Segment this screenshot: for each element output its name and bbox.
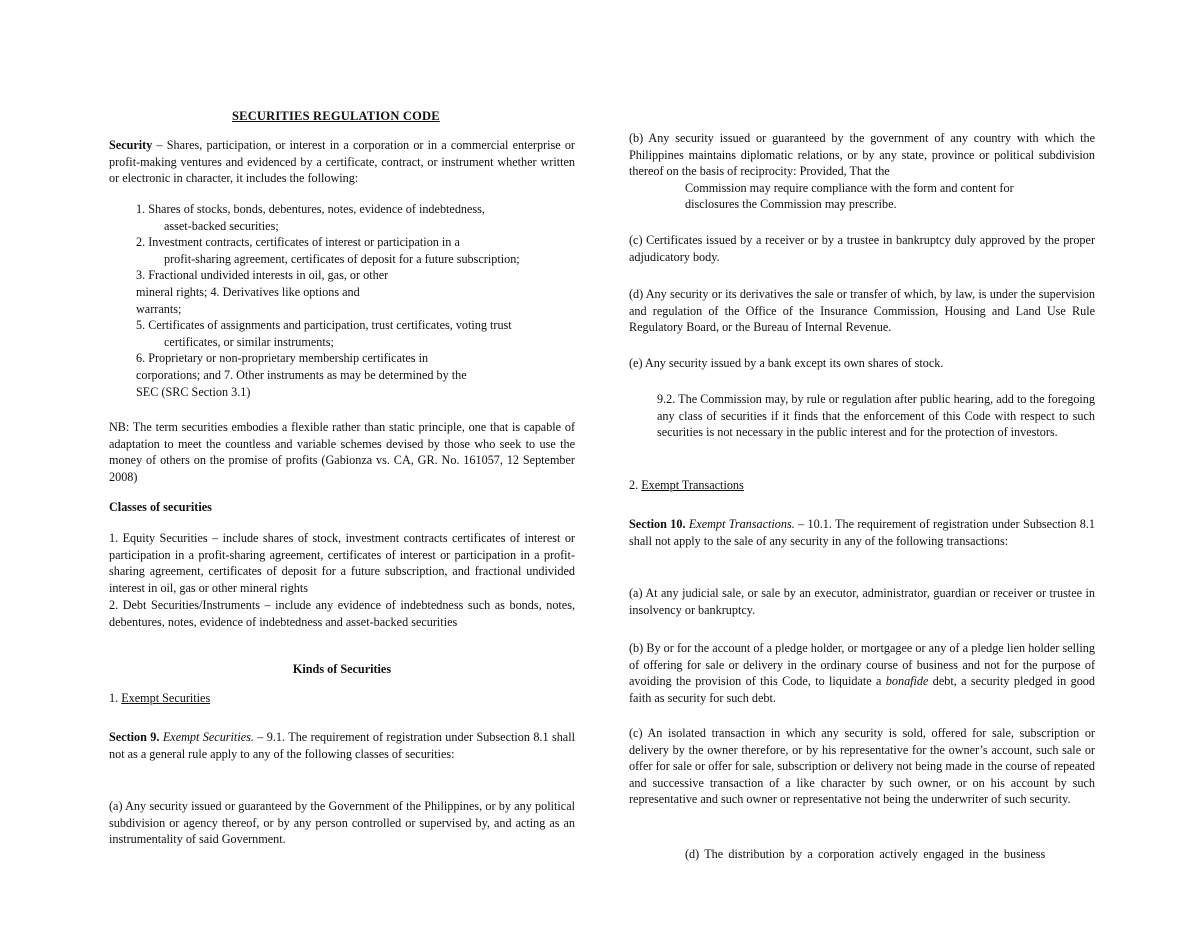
document-title: SECURITIES REGULATION CODE xyxy=(232,109,440,123)
list-item: 5. Certificates of assignments and participation, trust certificates, voting trust xyxy=(136,318,512,333)
section-9-text: – 9.1. The requirement of registration under Subsection 8.1 shall not as a general rule apply to any of the following classes of securities: xyxy=(109,730,575,761)
section-10-item-b-text: (b) By or for the account of a pledge holder, or mortgagee or any of a pledge lien holder selling of offering for sale or delivery in the ordinary course of business and not for the purpose of avoiding the provision of this Code, to liquidate a xyxy=(629,641,1095,689)
section-9-item-b-continued-1: Commission may require compliance with the form and content for xyxy=(685,181,1014,195)
section-9-item-b: (b) Any security issued or guaranteed by the government of any country with which the Philippines maintains diplomatic relations, or by any state, province or political subdivision thereof on the basis of reciprocity: Provided, That the xyxy=(629,131,1095,179)
section-10-paragraph xyxy=(629,516,1095,549)
list-item: 1. Shares of stocks, bonds, debentures, notes, evidence of indebtedness, xyxy=(136,202,485,216)
list-item: 3. Fractional undivided interests in oil, gas, or other xyxy=(136,268,389,283)
exempt-transactions-number: 2. xyxy=(629,478,642,492)
section-9-paragraph xyxy=(109,729,575,762)
exempt-securities-label: Exempt Securities xyxy=(121,691,211,705)
section-9-item-d: (d) Any security or its derivatives the sale or transfer of which, by law, is under the supervision and regulation of the Office of the Insurance Commission, Housing and Land Use Rule Regulatory Board, or the Bureau of Internal Revenue. xyxy=(629,287,1095,335)
section-9-item-b-continued-2: disclosures the Commission may prescribe. xyxy=(685,197,897,211)
list-item: SEC (SRC Section 3.1) xyxy=(136,384,251,399)
debt-securities-paragraph: 2. Debt Securities/Instruments – include any evidence of indebtedness such as bonds, notes, debentures, notes, evidence of indebtedness and asset-backed securities xyxy=(109,598,575,629)
exempt-securities-number: 1. xyxy=(109,691,122,705)
list-item: 2. Investment contracts, certificates of interest or participation in a xyxy=(136,235,460,250)
section-10-item-c: (c) An isolated transaction in which any security is sold, offered for sale, subscription or delivery by the owner therefore, or by his representative for the owner’s account, such sale or offer for sale or offer for sale, subscription or delivery not being made in the course of repeated and successive transaction of a like character by such owner, or on his account by such representative and such owner or representative not being the underwriter of such security. xyxy=(629,726,1095,807)
nb-paragraph: NB: The term securities embodies a flexible rather than static principle, one that is capable of adaptation to meet the countless and variable schemes devised by those who seek to use the money of others on the promise of profits (Gabionza vs. CA, GR. No. 161057, 12 September 2008) xyxy=(109,420,575,484)
section-9-item-a: (a) Any security issued or guaranteed by the Government of the Philippines, or by any political subdivision or agency thereof, or by any person controlled or supervised by, and acting as an instrumentality of said Government. xyxy=(109,799,575,847)
exempt-securities-heading xyxy=(109,690,210,707)
bonafide-term: bonafide xyxy=(885,674,929,689)
section-10-title: Exempt Transactions. xyxy=(688,517,795,531)
section-9-2-paragraph: 9.2. The Commission may, by rule or regulation after public hearing, add to the foregoing any class of securities if it finds that the enforcement of this Code with respect to such securities is not necessary in the public interest and for the protection of investors. xyxy=(657,392,1095,440)
equity-securities-paragraph: 1. Equity Securities – include shares of stock, investment contracts certificates of interest or participation in a profit-sharing agreement, certificates of interest or participation in a profit-sharing agreement, certificates of deposit for a future subscription, and fractional undivided interest in oil, gas or other mineral rights xyxy=(109,531,575,595)
list-item: mineral rights; 4. Derivatives like options and xyxy=(136,284,360,299)
list-item: asset-backed securities; xyxy=(164,218,279,233)
security-term: Security xyxy=(109,138,153,152)
exempt-transactions-heading xyxy=(629,477,744,494)
section-10-item-d: (d) The distribution by a corporation actively engaged in the business xyxy=(685,847,1046,861)
section-10-item-b xyxy=(629,640,1095,706)
classes-heading: Classes of securities xyxy=(109,500,212,514)
section-9-item-c: (c) Certificates issued by a receiver or by a trustee in bankruptcy duly approved by the proper adjudicatory body. xyxy=(629,233,1095,264)
list-item: profit-sharing agreement, certificates of deposit for a future subscription; xyxy=(164,251,520,266)
exempt-transactions-label: Exempt Transactions xyxy=(641,478,744,492)
security-list xyxy=(136,201,576,400)
list-item: corporations; and 7. Other instruments as may be determined by the xyxy=(136,367,467,382)
security-definition xyxy=(109,137,575,187)
list-item: 6. Proprietary or non-proprietary membership certificates in xyxy=(136,351,429,366)
kinds-heading: Kinds of Securities xyxy=(292,662,392,676)
section-10-text: – 10.1. The requirement of registration under Subsection 8.1 shall not apply to the sale of any security in any of the following transactions: xyxy=(629,517,1096,548)
section-10-item-b-text-end: debt, a security pledged in good faith as security for such debt. xyxy=(629,674,1095,705)
section-10-item-a: (a) At any judicial sale, or sale by an executor, administrator, guardian or receiver or trustee in insolvency or bankruptcy. xyxy=(629,586,1095,617)
section-9-label: Section 9. xyxy=(109,730,160,744)
security-definition-text: – Shares, participation, or interest in a corporation or in a commercial enterprise or profit-making ventures and evidenced by a certificate, contract, or instrument whether written or electronic in character, it includes the following: xyxy=(109,138,575,186)
list-item: warrants; xyxy=(136,301,182,316)
section-9-item-e: (e) Any security issued by a bank except its own shares of stock. xyxy=(629,356,944,370)
list-item: certificates, or similar instruments; xyxy=(164,334,334,349)
section-9-title: Exempt Securities. xyxy=(162,730,254,744)
section-10-label: Section 10. xyxy=(629,517,686,531)
